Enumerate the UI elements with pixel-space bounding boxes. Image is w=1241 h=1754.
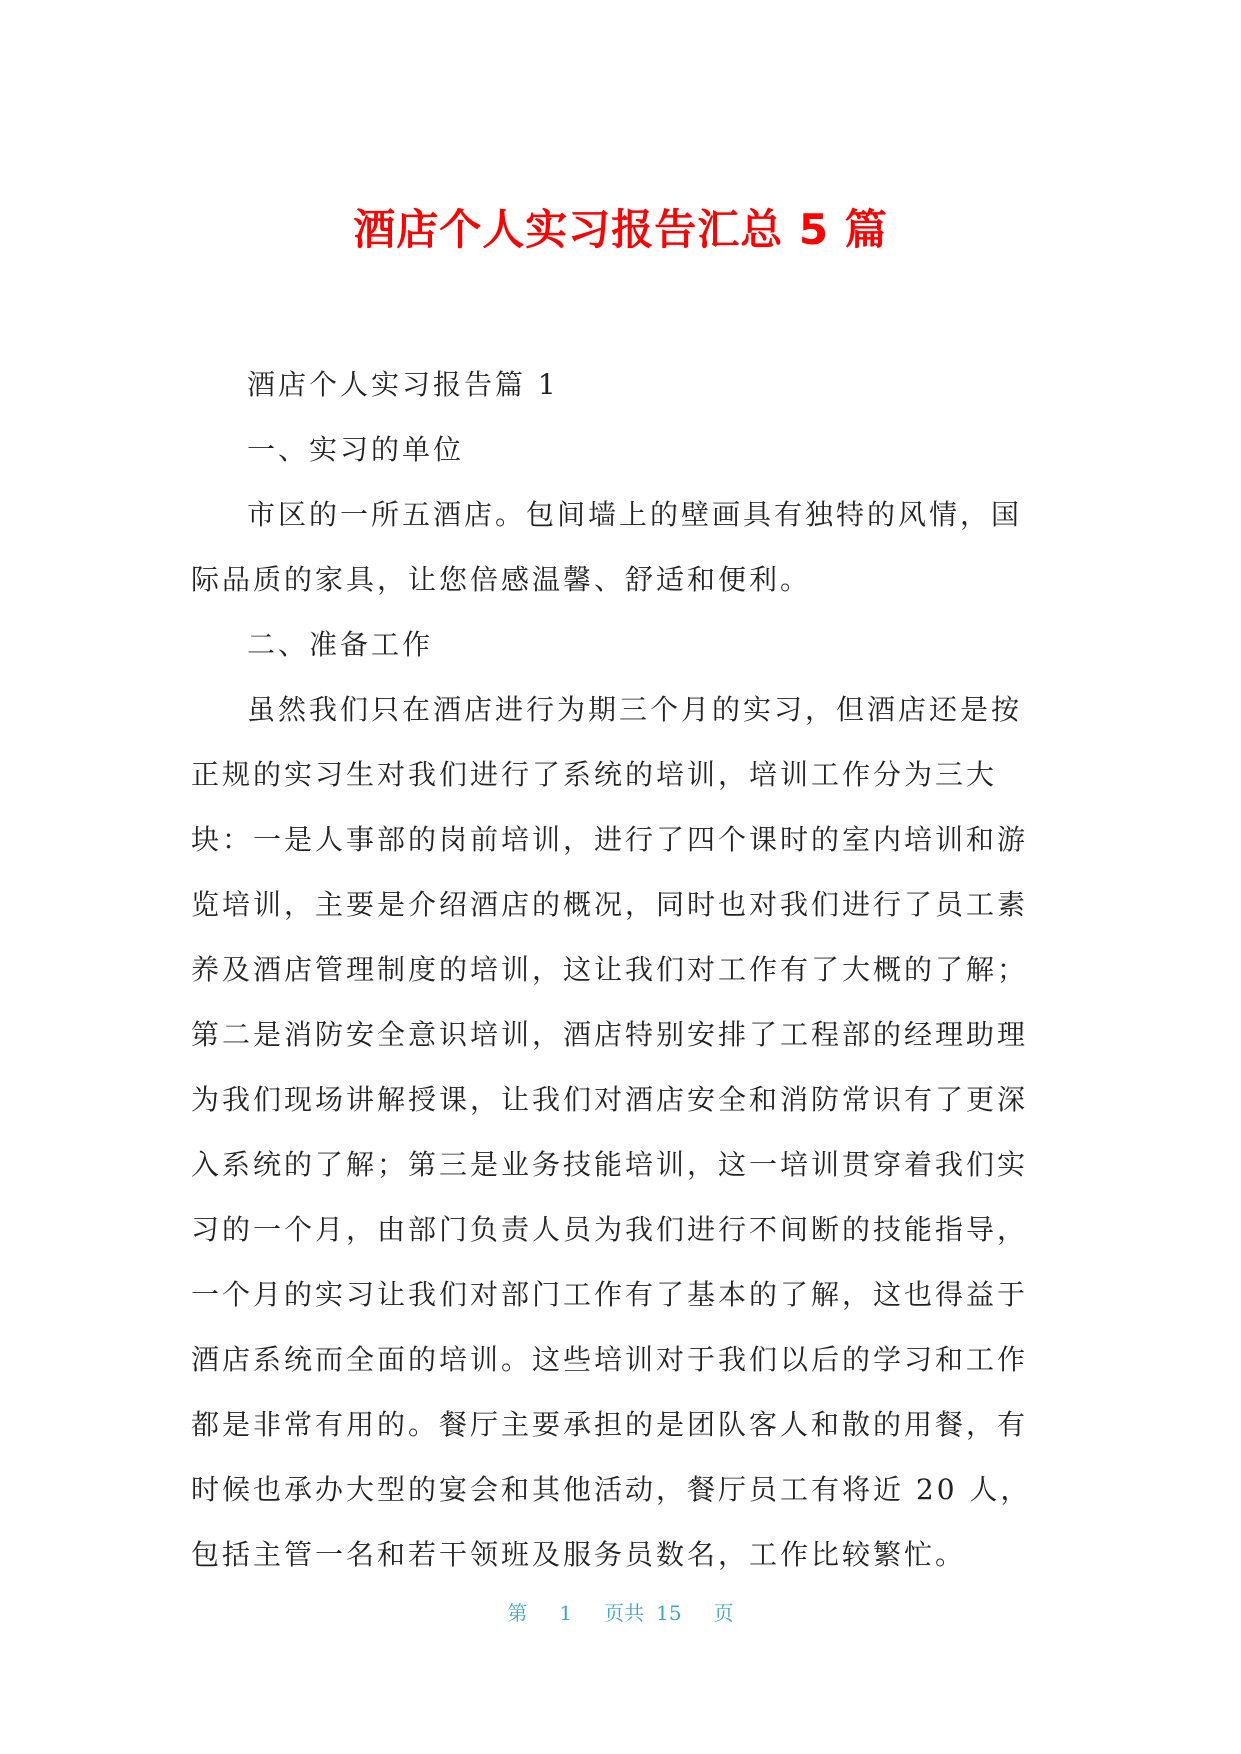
document-body (191, 352, 1051, 1587)
page-number-footer (0, 1598, 1241, 1628)
paragraph: 虽然我们只在酒店进行为期三个月的实习，但酒店还是按正规的实习生对我们进行了系统的培训，培训工作分为三大块：一是人事部的岗前培训，进行了四个课时的室内培训和游览培训，主要是介绍酒店的概况，同时也对我们进行了员工素养及酒店管理制度的培训，这让我们对工作有了大概的了解；第二是消防安全意识培训，酒店特别安排了工程部的经理助理为我们现场讲解授课，让我们对酒店安全和消防常识有了更深入系统的了解；第三是业务技能培训，这一培训贯穿着我们实习的一个月，由部门负责人员为我们进行不间断的技能指导，一个月的实习让我们对部门工作有了基本的了解，这也得益于酒店系统而全面的培训。这些培训对于我们以后的学习和工作都是非常有用的。餐厅主要承担的是团队客人和散的用餐，有时候也承办大型的宴会和其他活动，餐厅员工有将近 20 人，包括主管一名和若干领班及服务员数名，工作比较繁忙。 (191, 693, 1032, 1571)
page-label-prefix: 第 (507, 1601, 528, 1625)
page-label-mid: 页共 (604, 1601, 645, 1625)
subheading: 一、实习的单位 (247, 433, 465, 466)
paragraph: 市区的一所五酒店。包间墙上的壁画具有独特的风情，国际品质的家具，让您倍感温馨、舒适和便利。 (191, 498, 1023, 596)
section-heading: 酒店个人实习报告篇 1 (247, 368, 559, 401)
page-label-suffix: 页 (713, 1601, 734, 1625)
document-title: 酒店个人实习报告汇总 5 篇 (353, 205, 888, 254)
subheading: 二、准备工作 (247, 628, 434, 661)
current-page-number: 1 (559, 1601, 573, 1625)
total-pages-number: 15 (656, 1601, 682, 1625)
